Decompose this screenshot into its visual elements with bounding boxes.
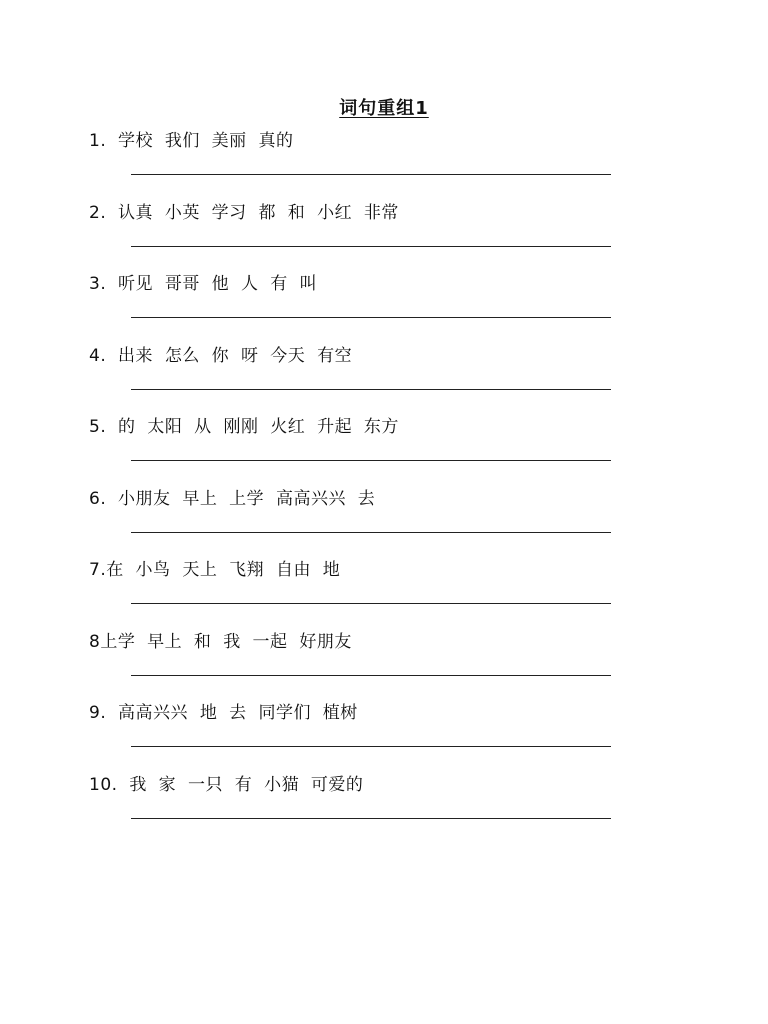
- exercise-item-7: [89, 557, 629, 629]
- answer-line: [131, 246, 611, 247]
- exercise-item-3: [89, 271, 629, 343]
- exercise-prompt: 9. 高高兴兴 地 去 同学们 植树: [89, 703, 358, 723]
- exercise-item-4: [89, 343, 629, 415]
- exercise-item-9: [89, 700, 629, 772]
- exercise-prompt: 5. 的 太阳 从 刚刚 火红 升起 东方: [89, 417, 399, 437]
- exercise-prompt: 7.在 小鸟 天上 飞翔 自由 地: [89, 560, 341, 580]
- worksheet-title: [0, 94, 768, 120]
- exercise-prompt: 1. 学校 我们 美丽 真的: [89, 131, 294, 151]
- answer-line: [131, 389, 611, 390]
- exercise-item-5: [89, 414, 629, 486]
- exercise-list: [89, 128, 629, 843]
- exercise-item-6: [89, 486, 629, 558]
- answer-line: [131, 532, 611, 533]
- exercise-prompt: 6. 小朋友 早上 上学 高高兴兴 去: [89, 488, 376, 509]
- answer-line: [131, 675, 611, 676]
- exercise-prompt: 8上学 早上 和 我 一起 好朋友: [89, 631, 352, 652]
- exercise-prompt: 4. 出来 怎么 你 呀 今天 有空: [89, 345, 353, 366]
- exercise-prompt: 3. 听见 哥哥 他 人 有 叫: [89, 274, 318, 294]
- answer-line: [131, 746, 611, 747]
- answer-line: [131, 603, 611, 604]
- worksheet-title-text: 词句重组1: [339, 98, 429, 119]
- exercise-item-1: [89, 128, 629, 200]
- answer-line: [131, 317, 611, 318]
- answer-line: [131, 818, 611, 819]
- exercise-prompt: 2. 认真 小英 学习 都 和 小红 非常: [89, 202, 399, 223]
- exercise-item-8: [89, 629, 629, 701]
- exercise-prompt: 10. 我 家 一只 有 小猫 可爱的: [89, 774, 364, 795]
- answer-line: [131, 460, 611, 461]
- exercise-item-10: [89, 772, 629, 844]
- answer-line: [131, 174, 611, 175]
- exercise-item-2: [89, 200, 629, 272]
